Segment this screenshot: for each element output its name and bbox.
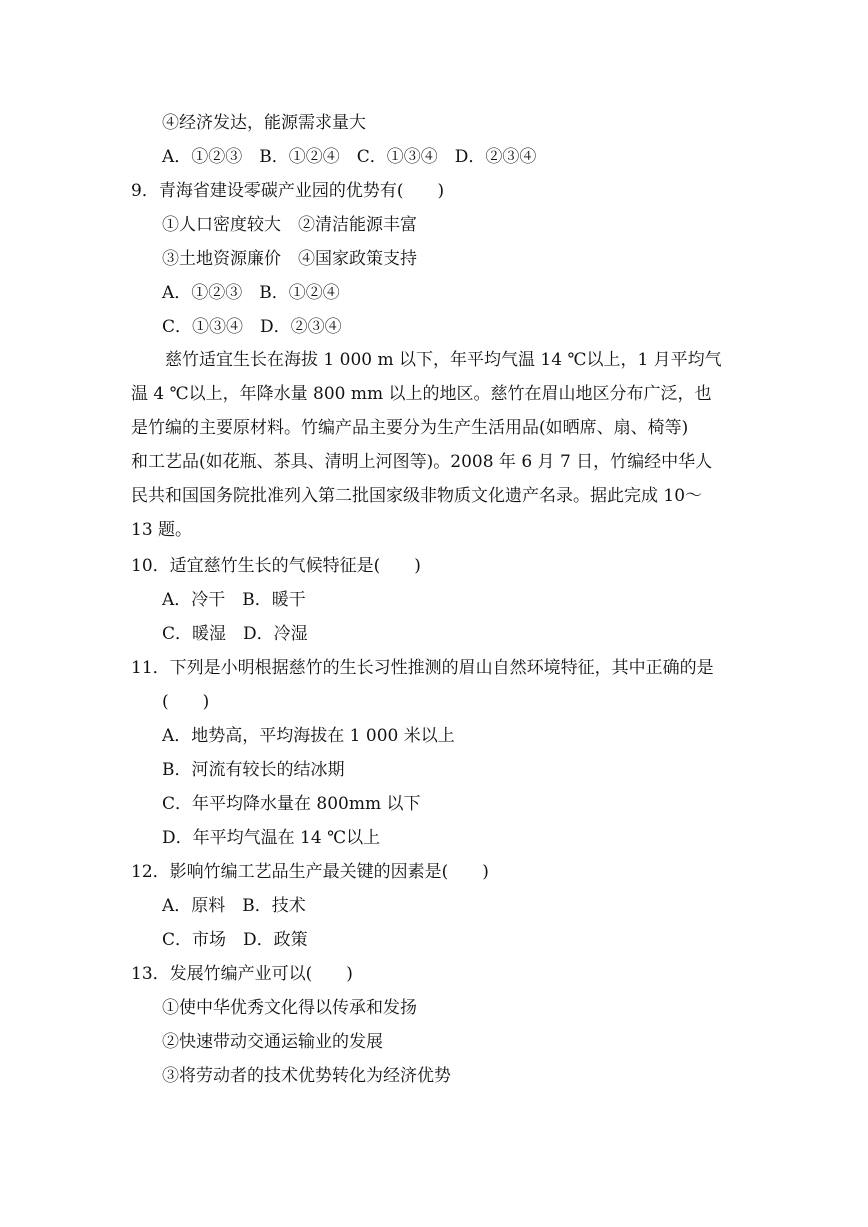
- q8-statement-4: ④经济发达，能源需求量大: [162, 113, 366, 133]
- q9-stem: 9．青海省建设零碳产业园的优势有( ): [131, 181, 445, 201]
- q11-option-c: C．年平均降水量在 800mm 以下: [162, 794, 421, 814]
- passage-line-5: 民共和国国务院批准列入第二批国家级非物质文化遗产名录。据此完成 10～: [131, 486, 703, 506]
- q10-options-cd: C．暖湿 D．冷湿: [162, 624, 308, 644]
- passage-line-1: 慈竹适宜生长在海拔 1 000 m 以下，年平均气温 14 ℃以上，1 月平均气: [131, 350, 722, 370]
- q8-options: A．①②③ B．①②④ C．①③④ D．②③④: [162, 147, 537, 167]
- q12-options-ab: A．原料 B．技术: [162, 896, 306, 916]
- q10-stem: 10．适宜慈竹生长的气候特征是( ): [131, 556, 421, 576]
- q11-option-d: D．年平均气温在 14 ℃以上: [162, 828, 381, 848]
- passage-line-4: 和工艺品(如花瓶、茶具、清明上河图等)。2008 年 6 月 7 日，竹编经中华人: [131, 452, 713, 472]
- q9-statements-1-2: ①人口密度较大 ②清洁能源丰富: [162, 215, 417, 235]
- q11-option-a: A．地势高，平均海拔在 1 000 米以上: [162, 726, 455, 746]
- q10-options-ab: A．冷干 B．暖干: [162, 590, 306, 610]
- q11-stem-blank: ( ): [162, 692, 210, 712]
- q12-stem: 12．影响竹编工艺品生产最关键的因素是( ): [131, 862, 489, 882]
- q9-options-cd: C．①③④ D．②③④: [162, 317, 342, 337]
- q13-statement-3: ③将劳动者的技术优势转化为经济优势: [162, 1066, 451, 1086]
- q9-options-ab: A．①②③ B．①②④: [162, 283, 340, 303]
- passage-line-2: 温 4 ℃以上，年降水量 800 mm 以上的地区。慈竹在眉山地区分布广泛，也: [131, 384, 712, 404]
- q11-option-b: B．河流有较长的结冰期: [162, 760, 345, 780]
- q13-stem: 13．发展竹编产业可以( ): [131, 964, 353, 984]
- passage-line-3: 是竹编的主要原材料。竹编产品主要分为生产生活用品(如晒席、扇、椅等): [131, 418, 689, 438]
- reading-passage: [131, 343, 737, 547]
- q12-options-cd: C．市场 D．政策: [162, 930, 308, 950]
- q13-statement-2: ②快速带动交通运输业的发展: [162, 1032, 383, 1052]
- q13-statement-1: ①使中华优秀文化得以传承和发扬: [162, 998, 417, 1018]
- q11-stem: 11．下列是小明根据慈竹的生长习性推测的眉山自然环境特征，其中正确的是: [131, 658, 714, 678]
- passage-line-6: 13 题。: [131, 520, 193, 540]
- q9-statements-3-4: ③土地资源廉价 ④国家政策支持: [162, 249, 417, 269]
